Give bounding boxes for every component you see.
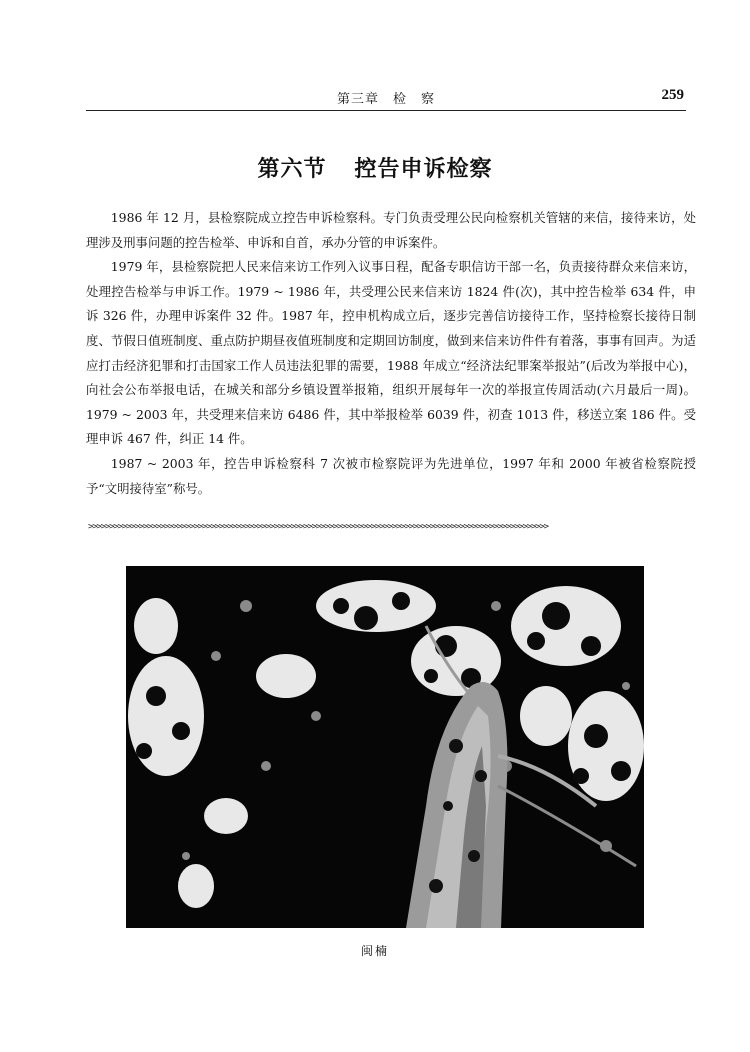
- tree-photo-image: [126, 566, 644, 928]
- decorative-divider: >>>>>>>>>>>>>>>>>>>>>>>>>>>>>>>>>>>>>>>>>>>>>>>>>>>>>>>>>>>>>>>>>>>>>>>>>>>>>>>>>>>>>>>>>>>>>>>>>>>>>>>>>>>>>: [88, 522, 548, 532]
- section-heading: [0, 152, 750, 183]
- paragraph: 1979 年，县检察院把人民来信来访工作列入议事日程，配备专职信访干部一名，负责接待群众来信来访，处理控告检举与申诉工作。1979 ~ 1986 年，共受理公民来信来访 1824 件(次)，其中控告检举 634 件，申诉 326 件，办理申诉案件 32 件。1987 年，控申机构成立后，逐步完善信访接待工作，坚持检察长接待日制度、节假日值班制度、重点防护期昼夜值班制度和定期回访制度，做到来信来访件件有着落，事事有回声。为适应打击经济犯罪和打击国家工作人员违法犯罪的需要，1988 年成立“经济法纪罪案举报站”(后改为举报中心)，向社会公布举报电话，在城关和部分乡镇设置举报箱，组织开展每年一次的举报宣传周活动(六月最后一周)。1979 ~ 2003 年，共受理来信来访 6486 件，其中举报检举 6039 件，初查 1013 件，移送立案 186 件。受理申诉 467 件，纠正 14 件。: [86, 259, 696, 447]
- section-number: 第六节: [257, 157, 327, 182]
- paragraph: 1986 年 12 月，县检察院成立控告申诉检察科。专门负责受理公民向检察机关管辖的来信，接待来访，处理涉及刑事问题的控告检举、申诉和自首，承办分管的申诉案件。: [86, 210, 696, 250]
- paragraph: 1987 ~ 2003 年，控告申诉检察科 7 次被市检察院评为先进单位，1997 年和 2000 年被省检察院授予“文明接待室”称号。: [86, 455, 696, 496]
- page-number: 259: [661, 87, 684, 103]
- photo-caption: 闽楠: [360, 944, 389, 958]
- section-title: 控告申诉检察: [354, 157, 493, 182]
- tree-photo: [126, 566, 644, 928]
- body-text: [86, 206, 696, 501]
- running-header: [86, 86, 686, 111]
- chapter-title: 第三章 检 察: [336, 92, 435, 107]
